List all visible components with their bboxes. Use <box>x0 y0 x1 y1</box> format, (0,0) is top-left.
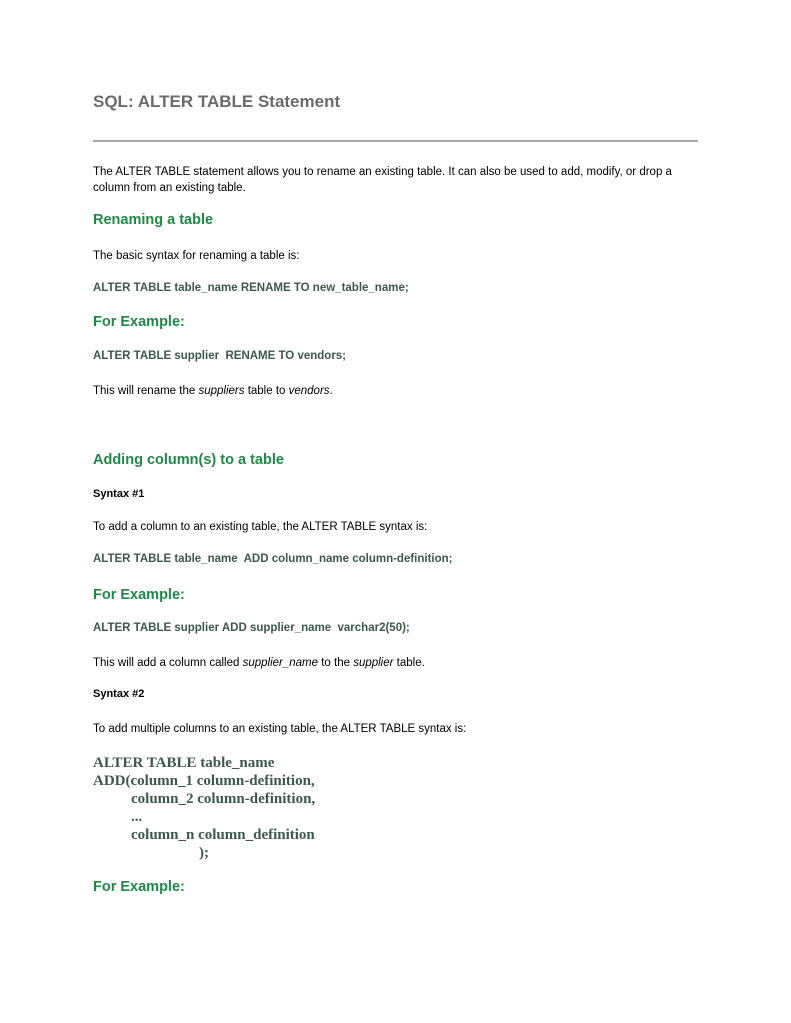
explanation-term-vendors: vendors <box>288 385 330 397</box>
explanation-text: table to <box>244 385 289 397</box>
syntax1-example-code: ALTER TABLE supplier ADD supplier_name varchar2(50); <box>93 622 410 634</box>
renaming-explanation <box>93 383 333 399</box>
syntax2-example-heading: For Example: <box>93 879 185 895</box>
code-line: ); <box>199 845 209 861</box>
explanation-term-supplier: supplier <box>353 657 394 669</box>
renaming-example-code: ALTER TABLE supplier RENAME TO vendors; <box>93 350 347 362</box>
intro-paragraph: The ALTER TABLE statement allows you to rename an existing table. It can also be used to add, modify, or drop a column from an existing table. <box>93 166 672 194</box>
renaming-syntax-code: ALTER TABLE table_name RENAME TO new_table_name; <box>93 282 409 294</box>
explanation-text: to the <box>318 657 354 669</box>
renaming-description: The basic syntax for renaming a table is: <box>93 250 300 262</box>
syntax1-explanation <box>93 655 425 671</box>
syntax1-description: To add a column to an existing table, the ALTER TABLE syntax is: <box>93 521 428 533</box>
section-heading-adding: Adding column(s) to a table <box>93 452 284 468</box>
page-title: SQL: ALTER TABLE Statement <box>93 92 341 111</box>
section-heading-renaming: Renaming a table <box>93 212 214 228</box>
code-line: column_n column_definition <box>131 827 315 843</box>
code-line: ... <box>131 809 143 825</box>
explanation-term-suppliers: suppliers <box>198 385 245 397</box>
code-line: ALTER TABLE table_name <box>93 755 275 771</box>
title-divider <box>93 140 698 142</box>
syntax1-label: Syntax #1 <box>93 488 145 500</box>
explanation-text: table. <box>393 657 425 669</box>
syntax2-label: Syntax #2 <box>93 688 145 700</box>
explanation-text: This will add a column called <box>93 657 243 669</box>
explanation-term-supplier-name: supplier_name <box>242 657 319 669</box>
explanation-text: . <box>329 385 333 397</box>
code-line: column_2 column-definition, <box>131 791 316 807</box>
code-line: ADD(column_1 column-definition, <box>93 773 315 789</box>
renaming-example-heading: For Example: <box>93 314 185 330</box>
explanation-text: This will rename the <box>93 385 199 397</box>
syntax2-description: To add multiple columns to an existing table, the ALTER TABLE syntax is: <box>93 723 467 735</box>
syntax1-example-heading: For Example: <box>93 587 185 603</box>
syntax1-code: ALTER TABLE table_name ADD column_name column-definition; <box>93 553 453 565</box>
